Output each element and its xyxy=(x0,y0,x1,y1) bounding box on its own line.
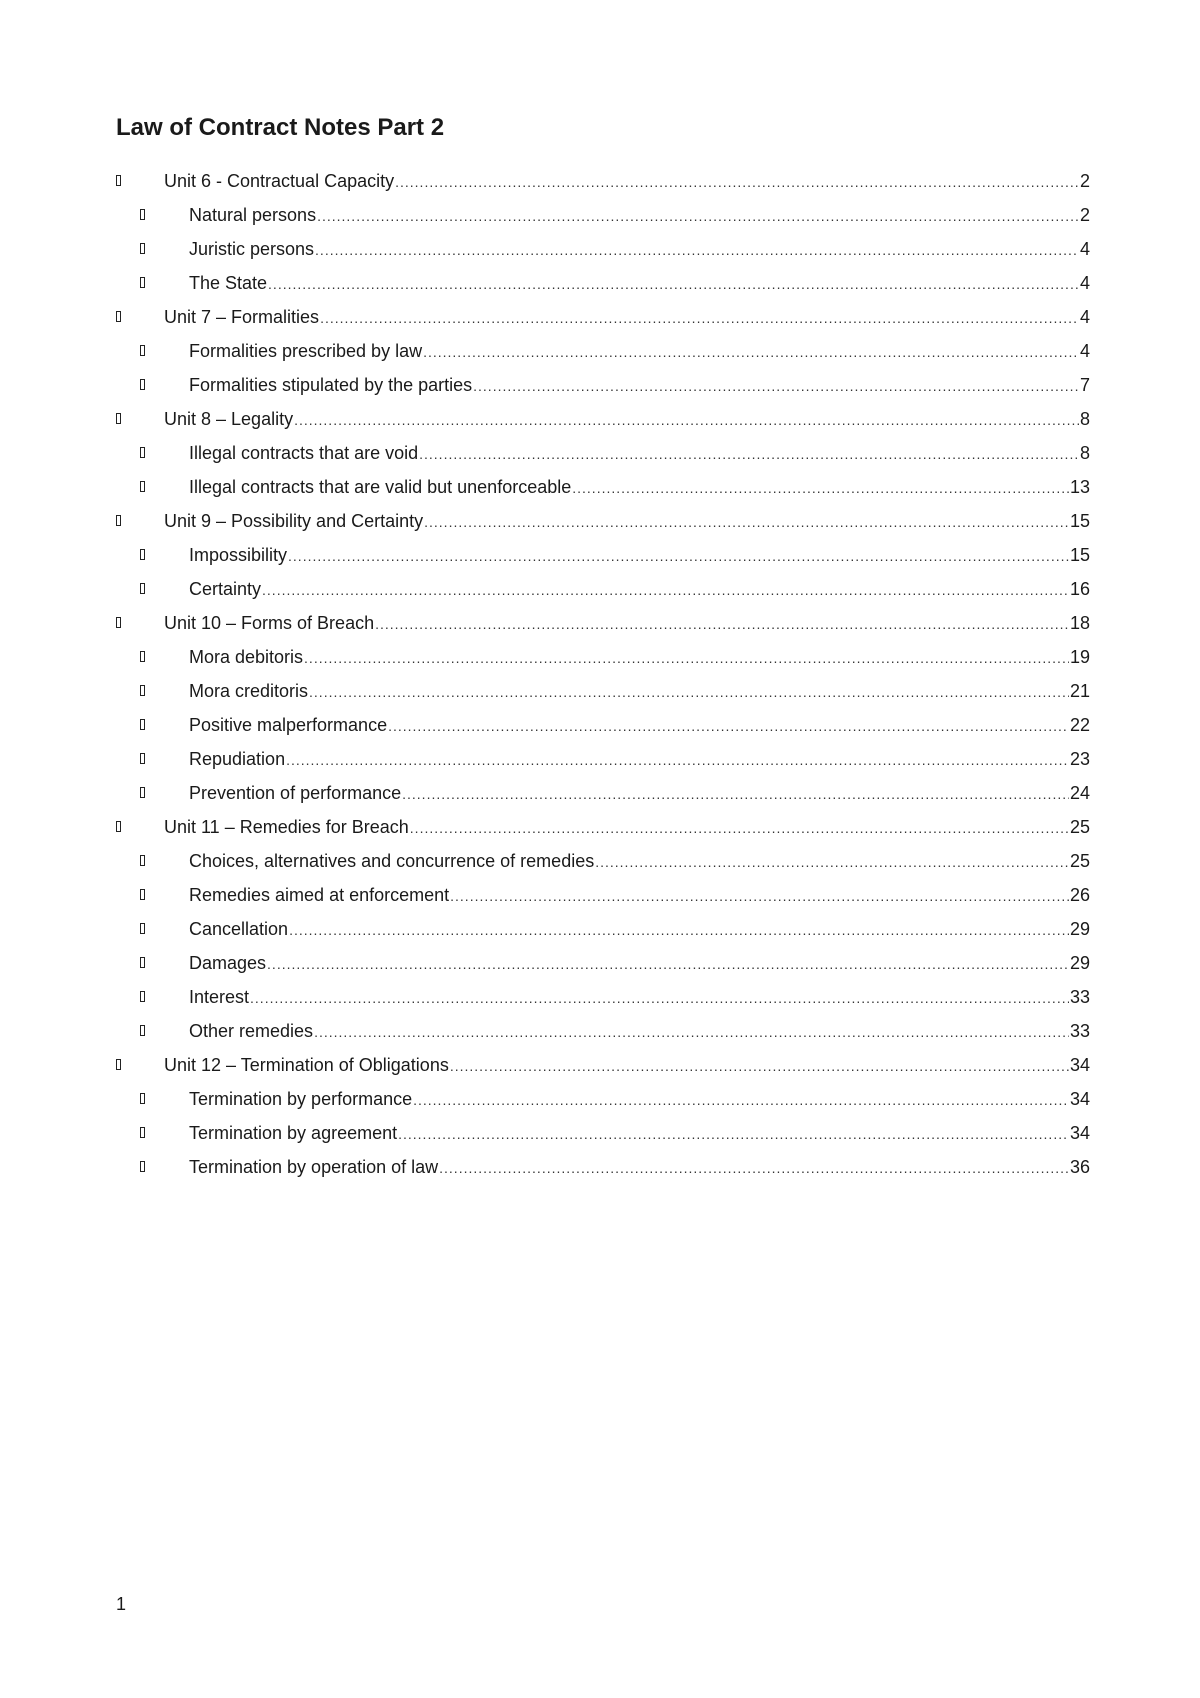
dot-leader xyxy=(267,956,1069,972)
bullet-icon xyxy=(140,447,145,458)
bullet-icon xyxy=(140,1127,145,1138)
toc-entry-label: Natural persons xyxy=(189,204,317,225)
toc-entry-label: Choices, alternatives and concurrence of remedies xyxy=(189,850,595,871)
toc-entry-label: Other remedies xyxy=(189,1020,314,1041)
bullet-icon xyxy=(140,719,145,730)
toc-entry-page: 16 xyxy=(1069,578,1090,599)
dot-leader xyxy=(268,276,1079,292)
bullet-icon xyxy=(140,787,145,798)
toc-entry[interactable] xyxy=(114,878,1090,912)
toc-entry-page: 18 xyxy=(1069,612,1090,633)
toc-entry[interactable] xyxy=(114,1014,1090,1048)
toc-entry-page: 21 xyxy=(1069,680,1090,701)
toc-entry-page: 33 xyxy=(1069,986,1090,1007)
toc-entry[interactable] xyxy=(114,300,1090,334)
toc-entry-page: 25 xyxy=(1069,816,1090,837)
bullet-icon xyxy=(116,311,121,322)
toc-entry-page: 34 xyxy=(1069,1122,1090,1143)
bullet-icon xyxy=(140,277,145,288)
toc-entry-page: 25 xyxy=(1069,850,1090,871)
toc-entry-label: Impossibility xyxy=(189,544,288,565)
toc-entry-label: Juristic persons xyxy=(189,238,315,259)
page-number: 1 xyxy=(116,1594,127,1614)
toc-entry-page: 23 xyxy=(1069,748,1090,769)
toc-entry-page: 7 xyxy=(1079,374,1090,395)
toc-entry[interactable] xyxy=(114,708,1090,742)
toc-entry-label: Termination by performance xyxy=(189,1088,413,1109)
toc-entry[interactable] xyxy=(114,776,1090,810)
toc-entry-label: Unit 10 – Forms of Breach xyxy=(164,612,375,633)
bullet-icon xyxy=(116,515,121,526)
bullet-icon xyxy=(140,583,145,594)
toc-entry-label: Unit 9 – Possibility and Certainty xyxy=(164,510,424,531)
toc-entry-page: 33 xyxy=(1069,1020,1090,1041)
toc-entry-label: Unit 12 – Termination of Obligations xyxy=(164,1054,449,1075)
dot-leader xyxy=(398,1126,1069,1142)
toc-entry[interactable] xyxy=(114,742,1090,776)
dot-leader xyxy=(262,582,1069,598)
toc-entry-label: Certainty xyxy=(189,578,262,599)
toc-entry[interactable] xyxy=(114,674,1090,708)
toc-entry[interactable] xyxy=(114,164,1090,198)
bullet-icon xyxy=(140,243,145,254)
dot-leader xyxy=(388,718,1069,734)
dot-leader xyxy=(424,514,1069,530)
dot-leader xyxy=(572,480,1069,496)
toc-entry-page: 8 xyxy=(1079,408,1090,429)
toc-entry-page: 4 xyxy=(1079,306,1090,327)
bullet-icon xyxy=(116,821,121,832)
toc-entry-page: 8 xyxy=(1079,442,1090,463)
toc-entry-label: Illegal contracts that are valid but unenforceable xyxy=(189,476,572,497)
toc-entry[interactable] xyxy=(114,640,1090,674)
toc-entry[interactable] xyxy=(114,844,1090,878)
dot-leader xyxy=(315,242,1079,258)
dot-leader xyxy=(375,616,1069,632)
toc-entry-page: 36 xyxy=(1069,1156,1090,1177)
toc-entry[interactable] xyxy=(114,980,1090,1014)
bullet-icon xyxy=(140,1025,145,1036)
toc-entry-label: Unit 11 – Remedies for Breach xyxy=(164,816,409,837)
toc-entry-page: 15 xyxy=(1069,510,1090,531)
toc-entry[interactable] xyxy=(114,572,1090,606)
bullet-icon xyxy=(140,481,145,492)
bullet-icon xyxy=(140,991,145,1002)
bullet-icon xyxy=(140,651,145,662)
bullet-icon xyxy=(140,1161,145,1172)
toc-entry-label: Remedies aimed at enforcement xyxy=(189,884,450,905)
document-title: Law of Contract Notes Part 2 xyxy=(116,114,445,141)
toc-entry[interactable] xyxy=(114,1048,1090,1082)
dot-leader xyxy=(423,344,1079,360)
toc-entry-label: Mora debitoris xyxy=(189,646,304,667)
bullet-icon xyxy=(140,923,145,934)
dot-leader xyxy=(317,208,1079,224)
toc-entry-label: Repudiation xyxy=(189,748,286,769)
bullet-icon xyxy=(116,175,121,186)
bullet-icon xyxy=(140,753,145,764)
dot-leader xyxy=(289,922,1069,938)
dot-leader xyxy=(395,174,1079,190)
bullet-icon xyxy=(140,957,145,968)
toc-entry-page: 2 xyxy=(1079,170,1090,191)
toc-entry[interactable] xyxy=(114,1082,1090,1116)
toc-entry-label: Illegal contracts that are void xyxy=(189,442,419,463)
toc-entry-label: Termination by agreement xyxy=(189,1122,398,1143)
toc-entry-label: Formalities prescribed by law xyxy=(189,340,423,361)
toc-entry[interactable] xyxy=(114,606,1090,640)
bullet-icon xyxy=(140,855,145,866)
toc-entry-page: 29 xyxy=(1069,952,1090,973)
toc-entry[interactable] xyxy=(114,946,1090,980)
dot-leader xyxy=(595,854,1069,870)
toc-entry-label: The State xyxy=(189,272,268,293)
dot-leader xyxy=(419,446,1079,462)
toc-entry[interactable] xyxy=(114,436,1090,470)
dot-leader xyxy=(250,990,1069,1006)
toc-entry-page: 34 xyxy=(1069,1088,1090,1109)
toc-entry-page: 15 xyxy=(1069,544,1090,565)
toc-entry-page: 4 xyxy=(1079,340,1090,361)
bullet-icon xyxy=(116,1059,121,1070)
table-of-contents xyxy=(114,164,1090,1184)
toc-entry-label: Mora creditoris xyxy=(189,680,309,701)
dot-leader xyxy=(450,1058,1069,1074)
toc-entry[interactable] xyxy=(114,504,1090,538)
toc-entry[interactable] xyxy=(114,1116,1090,1150)
bullet-icon xyxy=(140,685,145,696)
toc-entry-label: Cancellation xyxy=(189,918,289,939)
toc-entry-label: Unit 8 – Legality xyxy=(164,408,294,429)
toc-entry[interactable] xyxy=(114,912,1090,946)
toc-entry-page: 4 xyxy=(1079,238,1090,259)
toc-entry-label: Prevention of performance xyxy=(189,782,402,803)
dot-leader xyxy=(294,412,1079,428)
dot-leader xyxy=(288,548,1069,564)
toc-entry[interactable] xyxy=(114,402,1090,436)
dot-leader xyxy=(410,820,1069,836)
toc-entry-label: Interest xyxy=(189,986,250,1007)
bullet-icon xyxy=(140,1093,145,1104)
toc-entry-label: Damages xyxy=(189,952,267,973)
toc-entry[interactable] xyxy=(114,470,1090,504)
dot-leader xyxy=(473,378,1079,394)
toc-entry-label: Unit 6 - Contractual Capacity xyxy=(164,170,395,191)
dot-leader xyxy=(309,684,1069,700)
bullet-icon xyxy=(140,209,145,220)
bullet-icon xyxy=(140,889,145,900)
toc-entry[interactable] xyxy=(114,266,1090,300)
toc-entry[interactable] xyxy=(114,334,1090,368)
bullet-icon xyxy=(140,549,145,560)
toc-entry-page: 19 xyxy=(1069,646,1090,667)
toc-entry[interactable] xyxy=(114,198,1090,232)
bullet-icon xyxy=(116,413,121,424)
toc-entry-page: 26 xyxy=(1069,884,1090,905)
toc-entry-page: 34 xyxy=(1069,1054,1090,1075)
toc-entry-label: Termination by operation of law xyxy=(189,1156,439,1177)
toc-entry[interactable] xyxy=(114,1150,1090,1184)
dot-leader xyxy=(439,1160,1069,1176)
toc-entry-label: Positive malperformance xyxy=(189,714,388,735)
dot-leader xyxy=(450,888,1069,904)
dot-leader xyxy=(402,786,1069,802)
bullet-icon xyxy=(140,345,145,356)
dot-leader xyxy=(286,752,1069,768)
bullet-icon xyxy=(116,617,121,628)
dot-leader xyxy=(320,310,1079,326)
toc-entry[interactable] xyxy=(114,810,1090,844)
toc-entry-label: Formalities stipulated by the parties xyxy=(189,374,473,395)
dot-leader xyxy=(413,1092,1069,1108)
toc-entry-page: 4 xyxy=(1079,272,1090,293)
bullet-icon xyxy=(140,379,145,390)
toc-entry-page: 2 xyxy=(1079,204,1090,225)
dot-leader xyxy=(314,1024,1069,1040)
toc-entry[interactable] xyxy=(114,538,1090,572)
toc-entry-page: 29 xyxy=(1069,918,1090,939)
dot-leader xyxy=(304,650,1069,666)
toc-entry-page: 22 xyxy=(1069,714,1090,735)
toc-entry-page: 13 xyxy=(1069,476,1090,497)
toc-entry[interactable] xyxy=(114,232,1090,266)
toc-entry[interactable] xyxy=(114,368,1090,402)
toc-entry-page: 24 xyxy=(1069,782,1090,803)
toc-entry-label: Unit 7 – Formalities xyxy=(164,306,320,327)
